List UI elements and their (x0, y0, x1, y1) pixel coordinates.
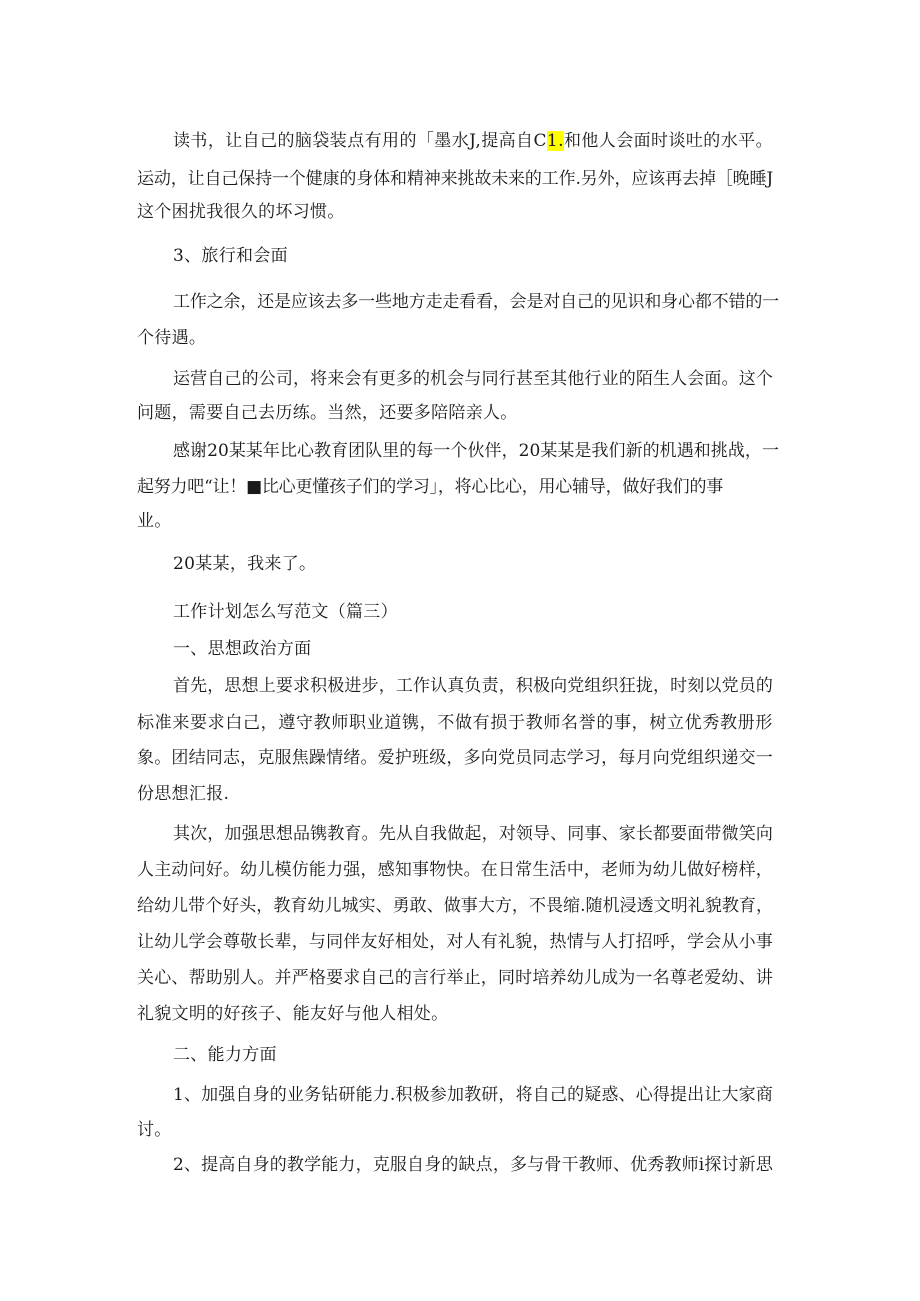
text-line (173, 636, 311, 662)
text-line (137, 710, 773, 736)
text-line (173, 1082, 773, 1108)
text-segment: 工作计划怎么写范文（篇三） (173, 602, 398, 622)
text-segment: 20某某，我来了。 (173, 554, 317, 574)
text-segment: 3、旅行和会面 (173, 246, 288, 266)
text-line (137, 857, 773, 883)
text-line (137, 400, 518, 426)
text-segment: 礼貌文明的好孩子、能友好与他人相处。 (137, 1004, 449, 1024)
text-line (137, 1117, 172, 1143)
text-segment: 标准来要求白己，遵守教师职业道镌，不做有损于教师名誉的事，树立优秀教册形 (137, 713, 773, 733)
text-segment: 一、思想政治方面 (173, 639, 312, 659)
text-line (173, 673, 773, 699)
text-line (173, 243, 288, 269)
text-line (173, 551, 316, 577)
text-segment: 讨。 (137, 1120, 172, 1140)
text-segment: 给幼儿带个好头，教育幼儿城实、勇敢、做事大方，不畏缩.随机浸透文明礼貌教育， (137, 896, 773, 916)
text-segment: 运动，让自己保持一个健康的身体和精神来挑故未来的工作.另外，应该再去掉［晚睡J (137, 169, 773, 189)
text-line (173, 821, 773, 847)
text-line (137, 745, 773, 771)
text-line (173, 289, 779, 315)
text-line (137, 893, 773, 919)
text-line (173, 599, 398, 625)
text-line (173, 1152, 773, 1178)
text-segment: 运营自己的公司，将来会有更多的机会与同行甚至其他行业的陌生人会面。这个 (173, 369, 773, 389)
text-segment: 感谢20某某年比心教育团队里的每一个伙伴，20某某是我们新的机遇和挑战，一 (173, 441, 779, 461)
text-segment: 二、能力方面 (173, 1045, 277, 1065)
text-line (137, 965, 773, 991)
text-line (137, 166, 773, 192)
text-segment: 个待遇。 (137, 328, 207, 348)
text-line (137, 474, 723, 500)
text-segment: 其次，加强思想品镌教育。先从自我做起，对领导、同事、家长都要面带微笑向 (173, 824, 773, 844)
text-segment: 业。 (137, 511, 172, 531)
text-line (137, 929, 773, 955)
text-segment: 份思想汇报. (137, 784, 230, 804)
text-line (173, 438, 779, 464)
text-line (173, 128, 773, 154)
text-segment: 首先，思想上要求积极进步，工作认真负责，积极向党组织狂拢，时刻以党员的 (173, 676, 773, 696)
text-line (173, 1042, 277, 1068)
text-segment: 关心、帮助别人。并严格要求自己的言行举止，同时培养幼儿成为一名尊老爱幼、讲 (137, 968, 773, 988)
highlighted-text: 1. (546, 131, 564, 151)
text-line (137, 508, 172, 534)
text-segment: 工作之余，还是应该去多一些地方走走看看，会是对自己的见识和身心都不错的一 (173, 292, 779, 312)
text-segment: 象。团结同志，克服焦躁情绪。爱护班级，多向党员同志学习，每月向党组织递交一 (137, 748, 773, 768)
text-segment: 和他人会面时谈吐的水平。 (563, 131, 773, 151)
text-segment: 起努力吧“让！■比心更懂孩子们的学习」，将心比心，用心辅导，做好我们的事 (137, 477, 723, 497)
text-segment: 人主动问好。幼儿模仿能力强，感知事物快。在日常生活中，老师为幼儿做好榜样， (137, 860, 773, 880)
text-segment: 读书，让自己的脑袋装点有用的「墨水J,提高自C (173, 131, 547, 151)
text-line (173, 366, 773, 392)
text-segment: 2、提高自身的教学能力，克服自身的缺点，多与骨干教师、优秀教师i探讨新思 (173, 1155, 773, 1175)
text-line (137, 781, 229, 807)
text-line (137, 325, 206, 351)
text-segment: 让幼儿学会尊敬长辈，与同伴友好相处，对人有礼貌，热情与人打招呼，学会从小事 (137, 932, 773, 952)
text-line (137, 199, 345, 225)
text-segment: 这个困扰我很久的坏习惯。 (137, 202, 345, 222)
text-line (137, 1001, 448, 1027)
text-segment: 问题，需要自己去历练。当然，还要多陪陪亲人。 (137, 403, 518, 423)
text-segment: 1、加强自身的业务钻研能力.积极参加教研，将自己的疑惑、心得提出让大家商 (173, 1085, 773, 1105)
